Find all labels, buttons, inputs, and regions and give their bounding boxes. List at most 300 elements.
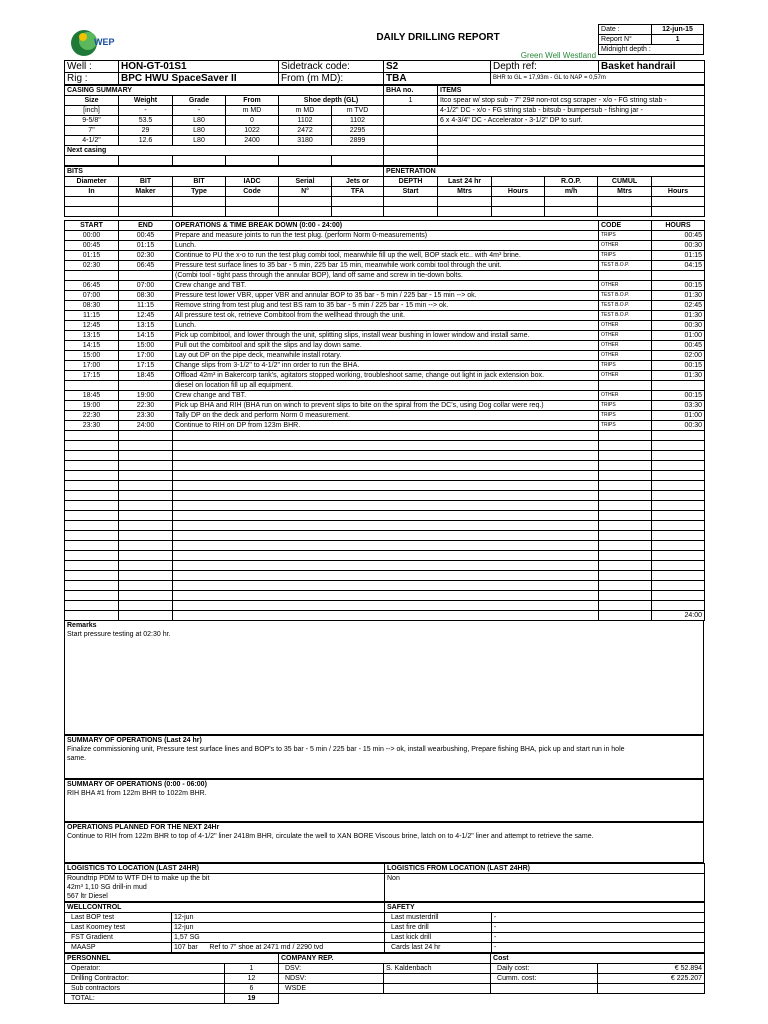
operation-description bbox=[173, 481, 599, 491]
safety-label: Cards last 24 hr bbox=[385, 943, 492, 953]
operation-row bbox=[65, 301, 705, 311]
operation-hours bbox=[652, 541, 705, 551]
operation-start: 19:00 bbox=[65, 401, 119, 411]
rig-label: Rig : bbox=[65, 73, 119, 85]
operation-start bbox=[65, 601, 119, 611]
operation-hours bbox=[652, 481, 705, 491]
bits-header: m/h bbox=[545, 187, 598, 197]
operation-code bbox=[599, 521, 652, 531]
operation-description bbox=[173, 491, 599, 501]
date-label: Date : bbox=[599, 25, 652, 35]
operation-description bbox=[173, 431, 599, 441]
operation-row bbox=[65, 491, 705, 501]
operation-start: 15:00 bbox=[65, 351, 119, 361]
casing-unit: - bbox=[173, 106, 226, 116]
operation-hours bbox=[652, 551, 705, 561]
operation-code bbox=[599, 571, 652, 581]
casing-unit: m MD bbox=[226, 106, 279, 116]
company-rep-value bbox=[384, 984, 491, 994]
operation-code bbox=[599, 611, 652, 621]
operation-end: 12:45 bbox=[119, 311, 173, 321]
operation-row bbox=[65, 461, 705, 471]
operation-row bbox=[65, 421, 705, 431]
operation-start bbox=[65, 531, 119, 541]
operation-row bbox=[65, 241, 705, 251]
operation-end: 17:15 bbox=[119, 361, 173, 371]
logistics-to-line: 42m³ 1,10 SG drill-in mud bbox=[65, 883, 385, 892]
operation-end: 11:15 bbox=[119, 301, 173, 311]
bits-header: Last 24 hr bbox=[438, 177, 492, 187]
operation-code: OTHER bbox=[599, 371, 652, 381]
operation-description: diesel on location fill up all equipment. bbox=[173, 381, 599, 391]
operation-end bbox=[119, 381, 173, 391]
operation-description bbox=[173, 531, 599, 541]
operation-description bbox=[173, 451, 599, 461]
safety-label: Last musterdrill bbox=[385, 913, 492, 923]
from-value: TBA bbox=[384, 73, 491, 85]
logistics-box bbox=[64, 863, 705, 902]
bits-header: Maker bbox=[119, 187, 173, 197]
operation-end: 14:15 bbox=[119, 331, 173, 341]
report-number-value: 1 bbox=[652, 35, 704, 45]
casing-header-from: From bbox=[226, 96, 279, 106]
operation-code: TRIPS bbox=[599, 361, 652, 371]
safety-label: Last fire drill bbox=[385, 923, 492, 933]
operation-code: OTHER bbox=[599, 331, 652, 341]
bits-header: BIT bbox=[119, 177, 173, 187]
operation-start: 22:30 bbox=[65, 411, 119, 421]
operation-description bbox=[173, 601, 599, 611]
operation-start bbox=[65, 611, 119, 621]
safety-label: Last kick drill bbox=[385, 933, 492, 943]
casing-row bbox=[65, 126, 705, 136]
operation-code bbox=[599, 491, 652, 501]
operation-hours: 00:45 bbox=[652, 231, 705, 241]
operation-row bbox=[65, 441, 705, 451]
personnel-value: 12 bbox=[225, 974, 279, 984]
bits-table bbox=[64, 166, 705, 217]
operation-hours bbox=[652, 561, 705, 571]
operation-row bbox=[65, 521, 705, 531]
operation-row bbox=[65, 291, 705, 301]
casing-cell: 1102 bbox=[279, 116, 332, 126]
operation-code bbox=[599, 581, 652, 591]
operation-hours bbox=[652, 531, 705, 541]
svg-text:WEP: WEP bbox=[94, 37, 115, 47]
operation-end bbox=[119, 591, 173, 601]
ops-header-end: END bbox=[119, 221, 173, 231]
bits-header: Hours bbox=[652, 187, 705, 197]
bha-item: Itco spear w/ stop sub - 7" 29# non-rot csg scraper - x/o - FG string stab - bbox=[438, 96, 705, 106]
bits-header: N° bbox=[279, 187, 332, 197]
operation-code: TRIPS bbox=[599, 401, 652, 411]
bha-items-label: ITEMS bbox=[438, 86, 705, 96]
casing-unit: [inch] bbox=[65, 106, 119, 116]
operation-end: 15:00 bbox=[119, 341, 173, 351]
casing-cell: 4-1/2" bbox=[65, 136, 119, 146]
operation-hours: 00:15 bbox=[652, 281, 705, 291]
casing-row bbox=[65, 136, 705, 146]
operation-hours: 01:30 bbox=[652, 291, 705, 301]
operation-row bbox=[65, 431, 705, 441]
operation-row bbox=[65, 321, 705, 331]
operation-end bbox=[119, 441, 173, 451]
operation-start bbox=[65, 431, 119, 441]
operation-code bbox=[599, 461, 652, 471]
operation-description bbox=[173, 571, 599, 581]
operation-hours: 01:30 bbox=[652, 311, 705, 321]
casing-cell: L80 bbox=[173, 136, 226, 146]
operation-start bbox=[65, 561, 119, 571]
operation-hours bbox=[652, 581, 705, 591]
bits-header bbox=[652, 177, 705, 187]
casing-summary-title: CASING SUMMARY bbox=[65, 86, 384, 96]
operation-row bbox=[65, 531, 705, 541]
basket-value: Basket handrail bbox=[599, 61, 705, 73]
operation-description bbox=[173, 511, 599, 521]
casing-cell: 53.5 bbox=[119, 116, 173, 126]
operation-start: 17:00 bbox=[65, 361, 119, 371]
operation-code bbox=[599, 441, 652, 451]
casing-unit: m MD bbox=[279, 106, 332, 116]
operation-row bbox=[65, 231, 705, 241]
from-label: From (m MD): bbox=[279, 73, 384, 85]
operation-description: Pick up BHA and RIH (BHA run on winch to prevent slips to bite on the spiral from the DC's, using Dog collar were req.) bbox=[173, 401, 599, 411]
operation-code: TEST B.O.P. bbox=[599, 261, 652, 271]
operation-hours bbox=[652, 451, 705, 461]
casing-unit: - bbox=[119, 106, 173, 116]
operation-start: 18:45 bbox=[65, 391, 119, 401]
operation-code: OTHER bbox=[599, 241, 652, 251]
casing-header-shoe: Shoe depth (GL) bbox=[279, 96, 384, 106]
operation-description: All pressure test ok, retrieve Combitool from the wellhead through the unit. bbox=[173, 311, 599, 321]
operation-start bbox=[65, 441, 119, 451]
operation-row bbox=[65, 391, 705, 401]
personnel-label: Drilling Contractor: bbox=[65, 974, 225, 984]
operation-end bbox=[119, 271, 173, 281]
operation-description bbox=[173, 461, 599, 471]
wellcontrol-label: Last BOP test bbox=[65, 913, 172, 923]
operation-end: 13:15 bbox=[119, 321, 173, 331]
operation-code bbox=[599, 471, 652, 481]
operation-start bbox=[65, 581, 119, 591]
operation-description bbox=[173, 611, 599, 621]
planned-title: OPERATIONS PLANNED FOR THE NEXT 24Hr bbox=[65, 823, 704, 833]
safety-value: - bbox=[492, 913, 705, 923]
operation-row bbox=[65, 501, 705, 511]
penetration-title: PENETRATION bbox=[384, 167, 705, 177]
operation-row bbox=[65, 561, 705, 571]
operation-description bbox=[173, 501, 599, 511]
operation-end bbox=[119, 551, 173, 561]
remarks-text: Start pressure testing at 02:30 hr. bbox=[65, 630, 704, 735]
casing-cell: L80 bbox=[173, 126, 226, 136]
operation-start: 06:45 bbox=[65, 281, 119, 291]
bits-header: R.O.P. bbox=[545, 177, 598, 187]
safety-value: - bbox=[492, 933, 705, 943]
operation-end: 23:30 bbox=[119, 411, 173, 421]
operation-description bbox=[173, 441, 599, 451]
operation-row bbox=[65, 541, 705, 551]
operation-description: Tally DP on the deck and perform Norm 0 measurement. bbox=[173, 411, 599, 421]
casing-cell: 3180 bbox=[279, 136, 332, 146]
operation-code bbox=[599, 531, 652, 541]
operation-start: 17:15 bbox=[65, 371, 119, 381]
operation-description: Lunch. bbox=[173, 321, 599, 331]
wellcontrol-label: MAASP bbox=[65, 943, 172, 953]
cost-value: € 52.894 bbox=[598, 964, 705, 974]
casing-cell: 7" bbox=[65, 126, 119, 136]
casing-bha-table bbox=[64, 85, 705, 166]
report-title: DAILY DRILLING REPORT bbox=[376, 32, 500, 43]
ops-header-operations: OPERATIONS & TIME BREAK DOWN (0:00 - 24:00) bbox=[173, 221, 599, 231]
operation-description bbox=[173, 541, 599, 551]
operation-start bbox=[65, 511, 119, 521]
bha-item: 6 x 4-3/4" DC - Accelerator - 3-1/2" DP to surf. bbox=[438, 116, 705, 126]
operation-end bbox=[119, 511, 173, 521]
operation-row bbox=[65, 311, 705, 321]
operation-row bbox=[65, 281, 705, 291]
operation-code: TRIPS bbox=[599, 231, 652, 241]
operation-end: 19:00 bbox=[119, 391, 173, 401]
sidetrack-label: Sidetrack code: bbox=[279, 61, 384, 73]
operation-code bbox=[599, 561, 652, 571]
bits-header: In bbox=[65, 187, 119, 197]
wellcontrol-safety-box bbox=[64, 902, 705, 953]
report-number-label: Report N° bbox=[599, 35, 652, 45]
operation-code: TRIPS bbox=[599, 421, 652, 431]
bits-header: Jets or bbox=[332, 177, 384, 187]
wep-logo-icon bbox=[70, 26, 124, 60]
summary-24h-line: Finalize commissioning unit, Pressure test surface lines and BOP's to 35 bar - 5 min / 225 bar - 15 min --> ok, install wearbushing, Prepare fishing BHA, pick up and start run in hole bbox=[65, 745, 704, 754]
operations-table bbox=[64, 220, 705, 621]
bits-header: Diameter bbox=[65, 177, 119, 187]
operation-hours bbox=[652, 521, 705, 531]
bits-header: Start bbox=[384, 187, 438, 197]
operation-row bbox=[65, 251, 705, 261]
operation-start bbox=[65, 271, 119, 281]
operation-row bbox=[65, 471, 705, 481]
ops-header-code: CODE bbox=[599, 221, 652, 231]
date-value: 12-jun-15 bbox=[652, 25, 704, 35]
casing-header-size: Size bbox=[65, 96, 119, 106]
operation-code: TEST B.O.P. bbox=[599, 301, 652, 311]
operation-hours: 01:00 bbox=[652, 331, 705, 341]
operation-code: OTHER bbox=[599, 281, 652, 291]
operation-code: TEST B.O.P. bbox=[599, 291, 652, 301]
operation-end bbox=[119, 581, 173, 591]
operation-row bbox=[65, 261, 705, 271]
operation-end: 24:00 bbox=[119, 421, 173, 431]
operation-end: 18:45 bbox=[119, 371, 173, 381]
bits-header: Type bbox=[173, 187, 226, 197]
operation-description: Continue to RIH on DP from 123m BHR. bbox=[173, 421, 599, 431]
bits-header: Code bbox=[226, 187, 279, 197]
bits-header: Mtrs bbox=[598, 187, 652, 197]
operation-row bbox=[65, 271, 705, 281]
operation-description: Pick up combitool, and lower through the unit, splitting slips, install wear bushing in lower window and install same. bbox=[173, 331, 599, 341]
operation-end: 08:30 bbox=[119, 291, 173, 301]
operation-code bbox=[599, 451, 652, 461]
operation-end: 22:30 bbox=[119, 401, 173, 411]
operation-code bbox=[599, 501, 652, 511]
maasp-reference: Ref to 7" shoe at 2471 md / 2290 tvd bbox=[209, 944, 324, 951]
bits-header bbox=[492, 177, 545, 187]
wellcontrol-value: 12-jun bbox=[172, 923, 385, 933]
operation-row bbox=[65, 361, 705, 371]
operation-description bbox=[173, 521, 599, 531]
personnel-title: PERSONNEL bbox=[65, 954, 279, 964]
logo-cell bbox=[64, 24, 278, 60]
operation-hours bbox=[652, 601, 705, 611]
logistics-from-line: Non bbox=[385, 874, 705, 884]
summary-06h-title: SUMMARY OF OPERATIONS (0:00 - 06:00) bbox=[65, 780, 704, 790]
operation-hours: 00:30 bbox=[652, 241, 705, 251]
company-rep-label: NDSV: bbox=[279, 974, 384, 984]
casing-cell: 29 bbox=[119, 126, 173, 136]
company-rep-label: WSDE bbox=[279, 984, 384, 994]
operation-end bbox=[119, 471, 173, 481]
company-rep-value bbox=[384, 974, 491, 984]
casing-cell: 1022 bbox=[226, 126, 279, 136]
bits-header: CUMUL bbox=[598, 177, 652, 187]
operation-description: Lunch. bbox=[173, 241, 599, 251]
wellcontrol-value: 1,57 SG bbox=[172, 933, 385, 943]
bha-item: 4-1/2" DC - x/o - FG string stab - bitsub - bumpersub - fishing jar - bbox=[438, 106, 705, 116]
operation-code: OTHER bbox=[599, 321, 652, 331]
operation-start: 00:00 bbox=[65, 231, 119, 241]
operation-row bbox=[65, 381, 705, 391]
operation-end: 17:00 bbox=[119, 351, 173, 361]
well-info bbox=[64, 60, 705, 85]
logistics-to-line: 567 ltr Diesel bbox=[65, 892, 385, 902]
logistics-to-line: Roundtrip PDM to WTF DH to make up the bit bbox=[65, 874, 385, 884]
operation-description: Pull out the combitool and spilt the slips and lay down same. bbox=[173, 341, 599, 351]
personnel-label: Operator: bbox=[65, 964, 225, 974]
operation-start bbox=[65, 461, 119, 471]
operation-end bbox=[119, 451, 173, 461]
bha-no-label: BHA no. bbox=[384, 86, 438, 96]
operation-code: TRIPS bbox=[599, 251, 652, 261]
operation-start: 08:30 bbox=[65, 301, 119, 311]
ops-header-hours: HOURS bbox=[652, 221, 705, 231]
operation-end bbox=[119, 501, 173, 511]
operation-description: Remove string from test plug and test BS ram to 35 bar - 5 min / 225 bar - 15 min --> ok. bbox=[173, 301, 599, 311]
personnel-total-label: TOTAL: bbox=[65, 994, 225, 1004]
operation-row bbox=[65, 411, 705, 421]
operation-description: (Combi tool - tight pass through the annular BOP), land off same and screw in tie-down bolts. bbox=[173, 271, 599, 281]
operation-row bbox=[65, 401, 705, 411]
operation-start bbox=[65, 471, 119, 481]
operation-end bbox=[119, 491, 173, 501]
remarks-title: Remarks bbox=[65, 621, 704, 630]
operation-description: Continue to PU the x-o to run the test plug combi tool, meanwhile fill up the well, BOP stack etc.. with 4m³ brine. bbox=[173, 251, 599, 261]
operation-hours: 00:15 bbox=[652, 361, 705, 371]
well-label: Well : bbox=[65, 61, 119, 73]
operation-code bbox=[599, 601, 652, 611]
midnight-depth-label: Midnight depth : bbox=[599, 45, 704, 55]
operation-hours bbox=[652, 511, 705, 521]
operation-hours bbox=[652, 461, 705, 471]
well-value: HON-GT-01S1 bbox=[119, 61, 279, 73]
operation-description bbox=[173, 561, 599, 571]
operation-row bbox=[65, 331, 705, 341]
operation-row bbox=[65, 371, 705, 381]
operation-start: 01:15 bbox=[65, 251, 119, 261]
operation-code bbox=[599, 271, 652, 281]
operation-description bbox=[173, 591, 599, 601]
company-rep-label: DSV: bbox=[279, 964, 384, 974]
operation-hours: 01:30 bbox=[652, 371, 705, 381]
ops-header-start: START bbox=[65, 221, 119, 231]
operation-code bbox=[599, 591, 652, 601]
casing-unit: m TVD bbox=[332, 106, 384, 116]
operation-start: 23:30 bbox=[65, 421, 119, 431]
operation-description: Crew change and TBT. bbox=[173, 391, 599, 401]
summary-06h-text: RIH BHA #1 from 122m BHR to 1022m BHR. bbox=[65, 789, 704, 822]
operation-hours bbox=[652, 591, 705, 601]
operation-start: 13:15 bbox=[65, 331, 119, 341]
casing-row bbox=[65, 116, 705, 126]
operation-hours: 00:45 bbox=[652, 341, 705, 351]
operation-start bbox=[65, 381, 119, 391]
sidetrack-value: S2 bbox=[384, 61, 491, 73]
operation-row bbox=[65, 611, 705, 621]
operation-hours: 04:15 bbox=[652, 261, 705, 271]
operation-start: 11:15 bbox=[65, 311, 119, 321]
remarks-box bbox=[64, 621, 704, 735]
operation-code: TRIPS bbox=[599, 411, 652, 421]
logistics-to-title: LOGISTICS TO LOCATION (LAST 24HR) bbox=[65, 864, 385, 874]
cost-label: Cumm. cost: bbox=[491, 974, 598, 984]
operation-description bbox=[173, 471, 599, 481]
operation-description: Pressure test surface lines to 35 bar - 5 min, 225 bar 15 min, meanwhile work combi tool through the unit. bbox=[173, 261, 599, 271]
operation-end bbox=[119, 431, 173, 441]
operation-row bbox=[65, 481, 705, 491]
operation-start bbox=[65, 451, 119, 461]
bits-header: TFA bbox=[332, 187, 384, 197]
cost-title: Cost bbox=[491, 954, 705, 964]
bha-no-value: 1 bbox=[384, 96, 438, 106]
operation-hours: 00:30 bbox=[652, 421, 705, 431]
company-rep-value: S. Kaldenbach bbox=[384, 964, 491, 974]
operation-hours: 02:00 bbox=[652, 351, 705, 361]
next-casing-label: Next casing bbox=[65, 146, 384, 156]
summary-06h-box bbox=[64, 779, 704, 822]
casing-cell: 2899 bbox=[332, 136, 384, 146]
operation-code: OTHER bbox=[599, 341, 652, 351]
operation-code: OTHER bbox=[599, 391, 652, 401]
company-rep-title: COMPANY REP. bbox=[279, 954, 491, 964]
summary-24h-box bbox=[64, 735, 704, 779]
operation-end bbox=[119, 561, 173, 571]
safety-value: - bbox=[492, 943, 705, 953]
operation-start: 00:45 bbox=[65, 241, 119, 251]
operation-end bbox=[119, 611, 173, 621]
operation-hours bbox=[652, 381, 705, 391]
casing-cell: 2400 bbox=[226, 136, 279, 146]
personnel-box bbox=[64, 953, 705, 1004]
rig-value: BPC HWU SpaceSaver II bbox=[119, 73, 279, 85]
operation-hours bbox=[652, 471, 705, 481]
wellcontrol-title: WELLCONTROL bbox=[65, 903, 385, 913]
operation-hours bbox=[652, 441, 705, 451]
operation-description: Crew change and TBT. bbox=[173, 281, 599, 291]
bits-title: BITS bbox=[65, 167, 384, 177]
operation-row bbox=[65, 551, 705, 561]
operation-hours bbox=[652, 431, 705, 441]
operation-start: 14:15 bbox=[65, 341, 119, 351]
